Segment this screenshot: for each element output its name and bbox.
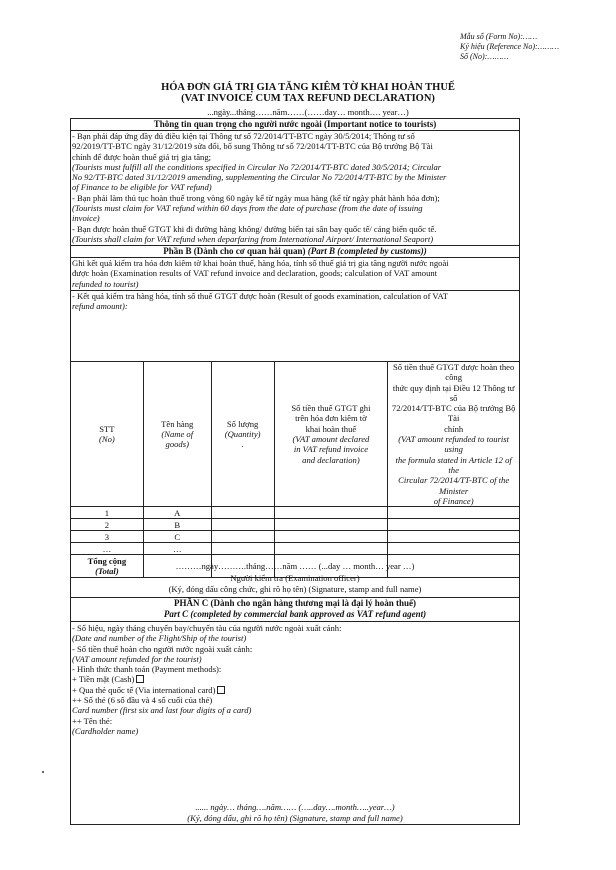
part-c-line: Card number (first six and last four digits of a card) <box>72 705 252 716</box>
part-c-line: ++ Số thẻ (6 số đầu và 4 số cuối của thẻ) <box>72 695 213 706</box>
cell-quantity <box>211 519 274 531</box>
cash-checkbox[interactable] <box>136 675 144 683</box>
notice-line: 92/2019/TT-BTC ngày 31/12/2019 sửa đổi, bổ sung Thông tư số 72/2014/TT-BTC của Bộ trưởng Bộ Tài <box>72 141 433 152</box>
issue-date-line: ...ngày...tháng……năm……(……day… month…. year…) <box>207 107 409 117</box>
title-en: (VAT INVOICE CUM TAX REFUND DECLARATION) <box>181 93 435 104</box>
part-b-header-en: (Part B (completed by customs)) <box>307 246 427 256</box>
cell-name: C <box>143 531 211 543</box>
part-b-intro-line: Ghi kết quả kiểm tra hóa đơn kiêm tờ khai hoàn thuế, hàng hóa, tính số thuế giá trị gia tăng người nước ngoài <box>72 258 449 268</box>
part-b-result-line: refund amount): <box>72 301 128 312</box>
part-c-line: (Cardholder name) <box>72 725 139 736</box>
scan-speck <box>42 771 44 773</box>
part-c-header-en: Part C (completed by commercial bank approved as VAT refund agent) <box>163 609 427 619</box>
notice-header: Thông tin quan trọng cho người nước ngoài (Important notice to tourists) <box>153 119 437 129</box>
part-b-intro-line: refunded to tourist) <box>72 278 139 289</box>
notice-line: - Bạn phải đáp ứng đầy đủ điều kiện tại Thông tư số 72/2014/TT-BTC ngày 30/5/2014; Thông tư số <box>72 131 415 141</box>
goods-table <box>70 361 520 578</box>
cell-name: A <box>143 507 211 519</box>
table-row <box>71 507 520 519</box>
cell-name: B <box>143 519 211 531</box>
notice-line: No 92/TT-BTC dated 31/12/2019 amending, supplementing the Circular No 72/2014/TT-BTC by the Minister <box>72 172 447 183</box>
col-header-name: Tên hàng (Name of goods) <box>143 362 211 507</box>
notice-line: - Bạn được hoàn thuế GTGT khi đi đường hàng không/ đường biển tại sân bay quốc tế/ cảng biển quốc tế. <box>72 223 437 234</box>
col-header-no: STT (No) <box>71 362 144 507</box>
card-checkbox[interactable] <box>217 686 225 694</box>
reference-number: Ký hiệu (Reference No):……… <box>460 42 560 51</box>
cell-quantity <box>211 543 274 555</box>
part-b-signature-date: ………ngày……….tháng……năm …… (...day … month… year …) <box>175 561 415 571</box>
table-header-row <box>71 362 520 507</box>
notice-line: of Finance to be eligible for VAT refund) <box>72 182 212 193</box>
cell-vat <box>274 507 388 519</box>
part-c-signature-note: (Ký, đóng dấu, ghi rõ họ tên) (Signature, stamp and full name) <box>187 813 403 823</box>
part-c-line: (VAT amount refunded for the tourist) <box>72 653 202 664</box>
part-c-line: - Số tiền thuế hoàn cho người nước ngoài xuất cảnh: <box>72 643 253 654</box>
cell-quantity <box>211 507 274 519</box>
cell-vat <box>274 531 388 543</box>
notice-line: - Bạn phải làm thủ tục hoàn thuế trong vòng 60 ngày kể từ ngày mua hàng (kể từ ngày phát hành hóa đơn); <box>72 192 440 203</box>
notice-line: invoice) <box>72 213 100 224</box>
part-b-result-line: - Kết quả kiểm tra hàng hóa, tính số thuế GTGT được hoàn (Result of goods examination, calculation of VAT <box>72 291 449 301</box>
cell-refund <box>388 543 520 555</box>
col-header-vat-declared: Số tiền thuế GTGT ghi trên hóa đơn kiêm tờ khai hoàn thuế (VAT amount declared in VAT refund invoice and declaration) <box>274 362 388 507</box>
cell-no: … <box>71 543 144 555</box>
part-b-header-vi: Phần B (Dành cho cơ quan hải quan) <box>163 246 306 256</box>
col-header-quantity: Số lượng (Quantity) . <box>211 362 274 507</box>
col-header-vat-refunded: Số tiền thuế GTGT được hoàn theo công thức quy định tại Điều 12 Thông tư số 72/2014/TT-BTC của Bộ trưởng Bộ Tài chính (VAT amount refunded to tourist using the formula stated in Article 12 of the Circular 72/2014/TT-BTC of the Minister of Finance) <box>388 362 520 507</box>
part-c-signature-date: ...... ngày… tháng….năm…… (…..day….month…..year…) <box>195 802 395 812</box>
cell-refund <box>388 531 520 543</box>
part-b-officer: Người kiểm tra (Examination officer) <box>230 573 360 583</box>
part-c-line: - Số hiệu, ngày tháng chuyến bay/chuyến tàu của người nước ngoài xuất cảnh: <box>72 623 342 633</box>
cell-quantity <box>211 531 274 543</box>
part-b-intro-line: được hoàn (Examination results of VAT refund invoice and declaration, goods; calculation of VAT amount <box>72 268 438 279</box>
cell-vat <box>274 543 388 555</box>
cell-name: … <box>143 543 211 555</box>
payment-card: + Qua thẻ quốc tế (Via international card) <box>72 685 518 695</box>
notice-line: (Tourists must claim for VAT refund within 60 days from the date of purchase (from the date of issuing <box>72 203 423 214</box>
serial-number: Số (No):……… <box>460 52 509 61</box>
title-vi: HÓA ĐƠN GIÁ TRỊ GIA TĂNG KIÊM TỜ KHAI HOÀN THUẾ <box>161 82 455 93</box>
cell-no: 2 <box>71 519 144 531</box>
cell-total-label: Tổng cộng (Total) <box>71 555 144 578</box>
part-c-body <box>72 623 518 736</box>
divider <box>70 621 520 622</box>
part-c-line: ++ Tên thẻ: <box>72 715 113 726</box>
part-b-intro <box>72 258 518 289</box>
table-row <box>71 531 520 543</box>
part-c-header-vi: PHẦN C (Dành cho ngân hàng thương mại là đại lý hoàn thuế) <box>174 598 416 608</box>
part-b-header <box>70 246 520 256</box>
form-meta <box>460 32 559 62</box>
part-b-result <box>72 291 518 312</box>
part-c-line: - Hình thức thanh toán (Payment methods): <box>72 664 222 675</box>
part-c-line: (Date and number of the Flight/Ship of the tourist) <box>72 633 247 644</box>
form-number: Mẫu số (Form No):…… <box>460 32 538 41</box>
cell-no: 1 <box>71 507 144 519</box>
notice-body <box>72 131 518 244</box>
payment-cash: + Tiền mặt (Cash) <box>72 674 518 684</box>
notice-line: chính để được hoàn thuế giá trị gia tăng; <box>72 151 212 162</box>
table-row <box>71 519 520 531</box>
part-b-signature-note: (Ký, đóng dấu công chức, ghi rõ họ tên) (Signature, stamp and full name) <box>168 584 422 594</box>
notice-line: (Tourists shall claim for VAT refund when deparfaring from International Airport/ International Seaport) <box>72 233 434 244</box>
cell-refund <box>388 519 520 531</box>
cell-no: 3 <box>71 531 144 543</box>
cell-refund <box>388 507 520 519</box>
notice-line: (Tourists must fulfill all the conditions specified in Circular No 72/2014/TT-BTC dated 30/5/2014; Circular <box>72 161 442 172</box>
table-row <box>71 543 520 555</box>
cell-vat <box>274 519 388 531</box>
